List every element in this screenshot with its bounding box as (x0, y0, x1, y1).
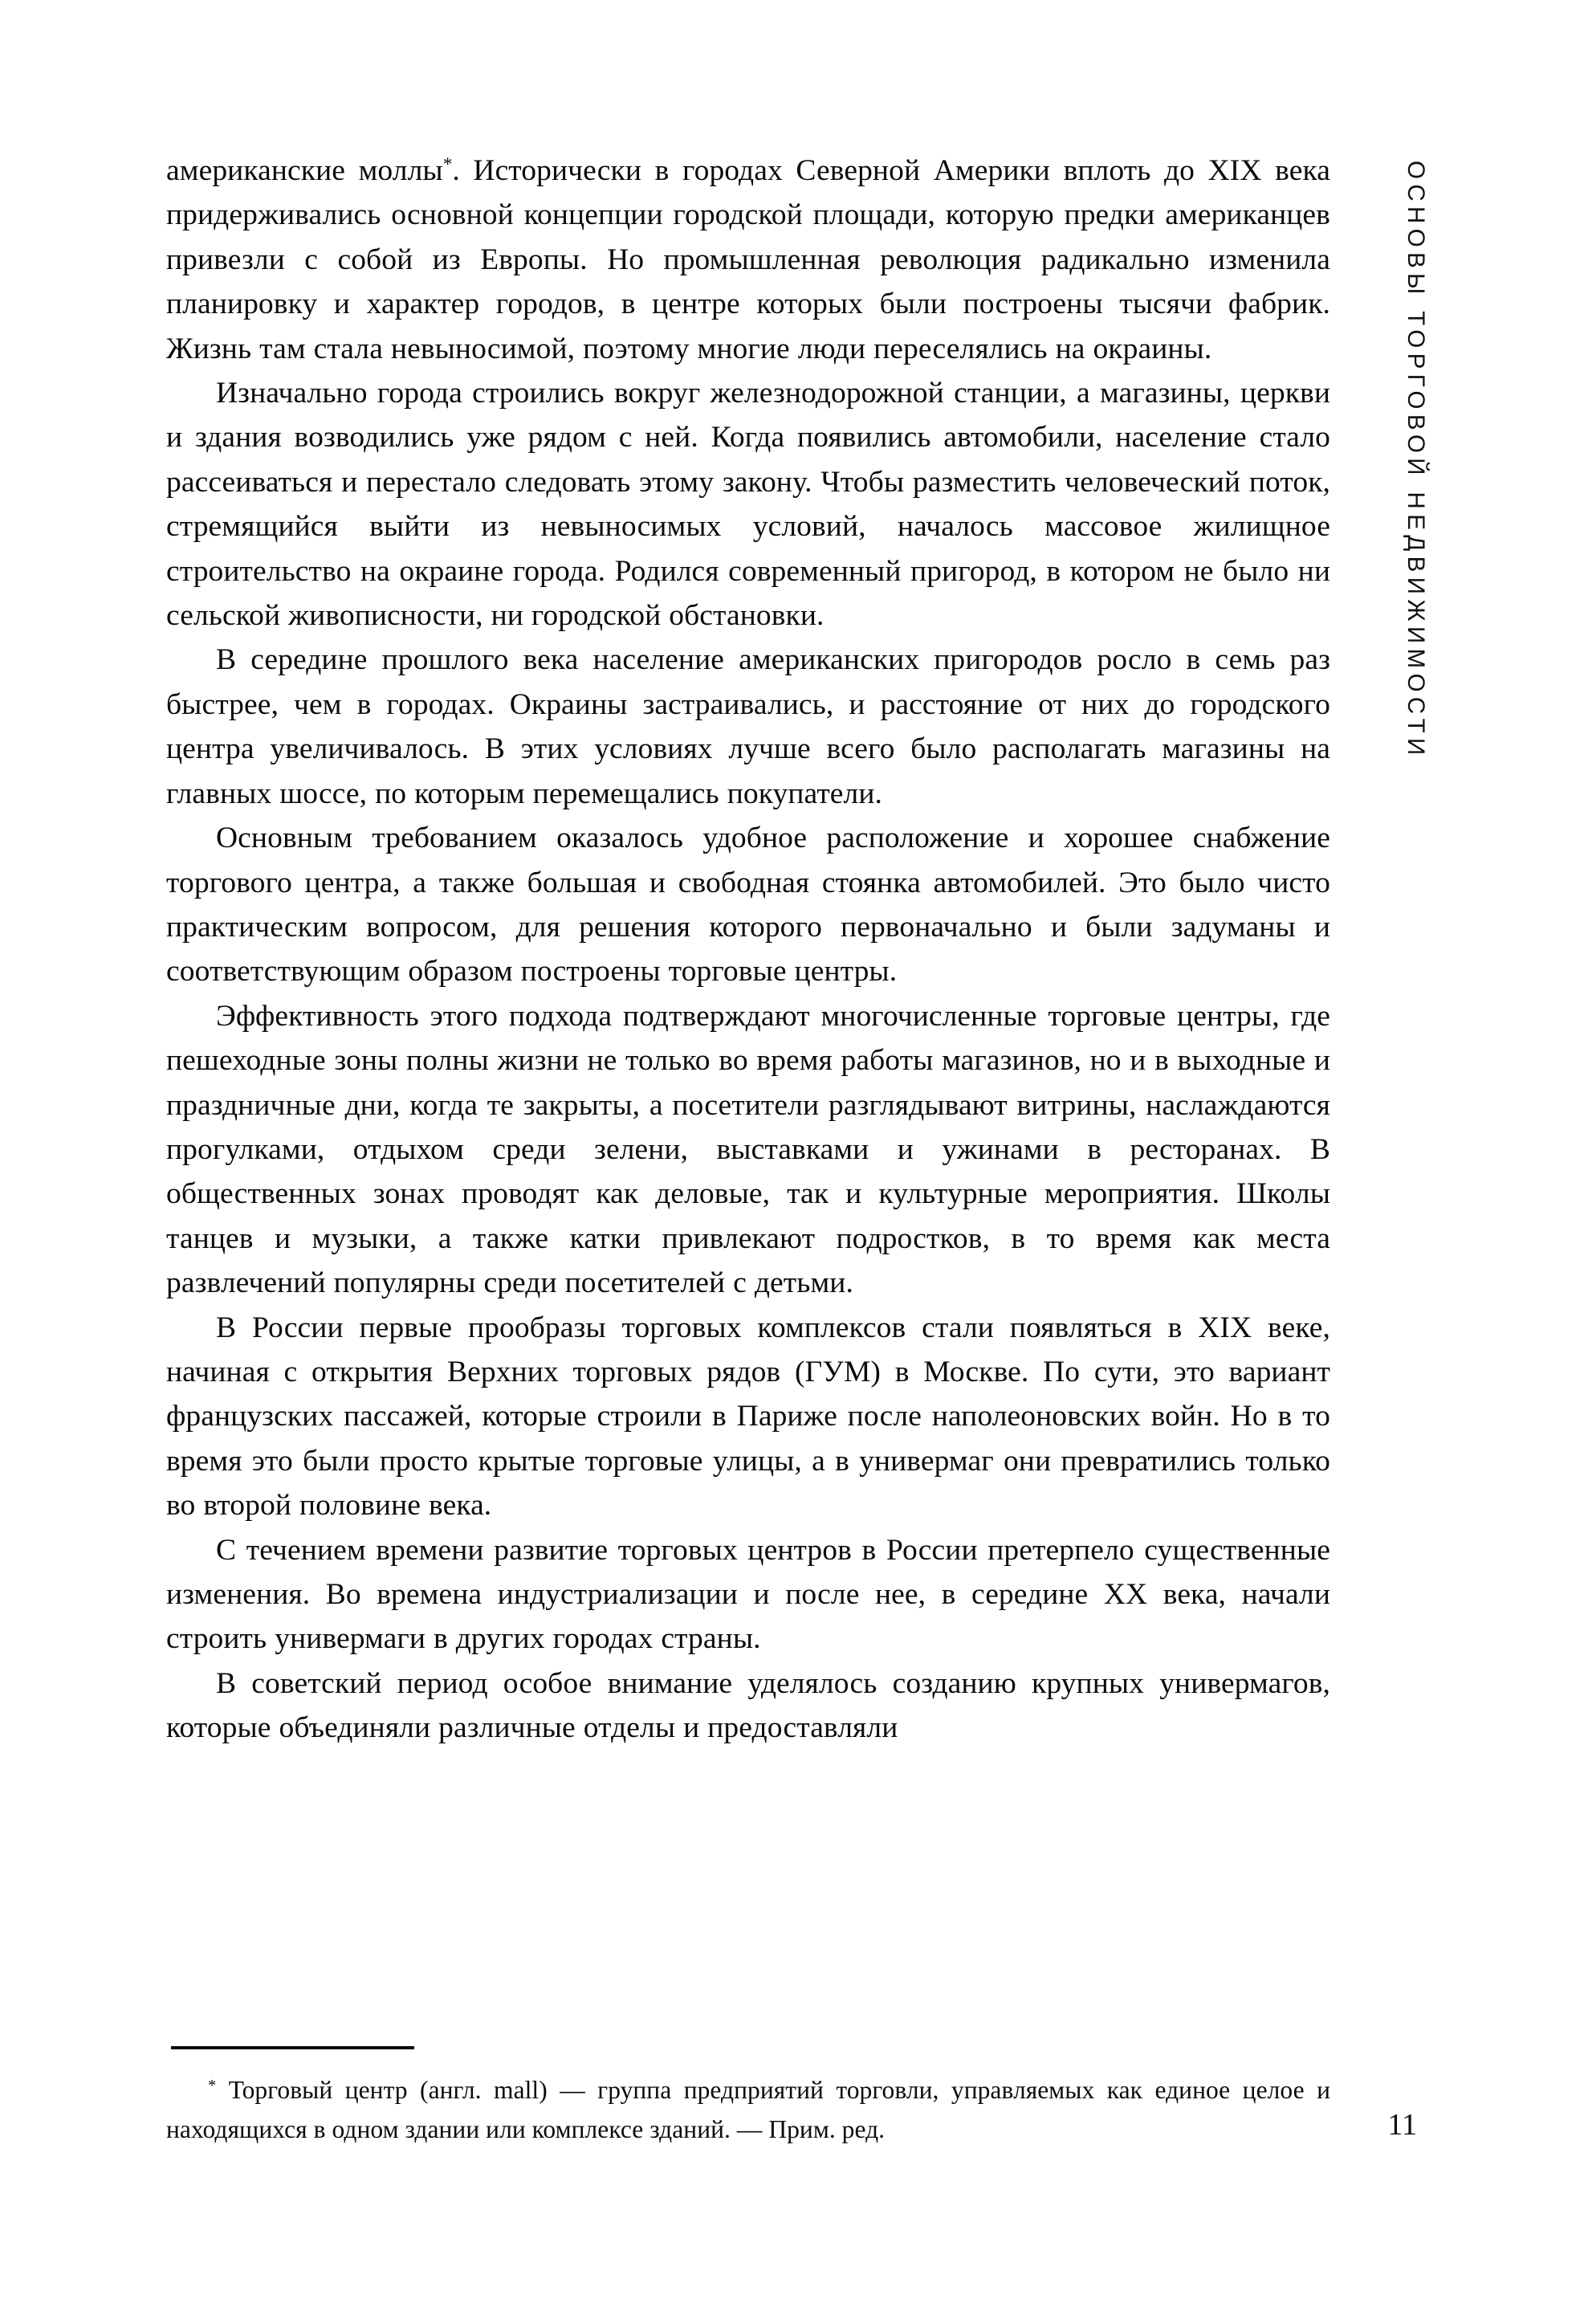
footnote-text (166, 2070, 1330, 2149)
footnote-body: Торговый центр (англ. mall) — группа предприятий торговли, управляемых как единое целое и находящихся в одном здании или комплексе зданий. — Прим. ред. (166, 2076, 1330, 2143)
page-number: 11 (1387, 2108, 1417, 2142)
paragraph-1-text-a: американские моллы (166, 154, 443, 187)
paragraph-7: С течением времени развитие торговых центров в России претерпело существенные изменения. Во времена индустриализации и после нее, в середине XX века, начали строить универмаги в других городах страны. (166, 1533, 1330, 1656)
paragraph-4: Основным требованием оказалось удобное расположение и хорошее снабжение торгового центра, а также большая и свободная стоянка автомобилей. Это было чисто практическим вопросом, для решения которого первоначально и были задуманы и соответствующим образом построены торговые центры. (166, 822, 1330, 989)
paragraph-3: В середине прошлого века население американских пригородов росло в семь раз быстрее, чем в городах. Окраины застраивались, и расстояние от них до городского центра увеличивалось. В этих условиях лучше всего было располагать магазины на главных шоссе, по которым перемещались покупатели. (166, 643, 1330, 810)
paragraph-5: Эффективность этого подхода подтверждают многочисленные торговые центры, где пешеходные зоны полны жизни не только во время работы магазинов, но и в выходные и праздничные дни, когда те закрыты, а посетители разглядывают витрины, наслаждаются прогулками, отдыхом среди зелени, выставками и ужинами в ресторанах. В общественных зонах проводят как деловые, так и культурные мероприятия. Школы танцев и музыки, а также катки привлекают подростков, в то время как места развлечений популярны среди посетителей с детьми. (166, 999, 1330, 1300)
footnote-mark: * (208, 2076, 217, 2094)
footnote-block (166, 2046, 1330, 2149)
paragraph-1 (166, 149, 1330, 371)
main-text-column (166, 149, 1330, 1751)
paragraph-8: В советский период особое внимание уделялось созданию крупных универмагов, которые объединяли различные отделы и предоставляли (166, 1666, 1330, 1745)
footnote-separator-rule (171, 2046, 414, 2049)
paragraph-6: В России первые прообразы торговых комплексов стали появляться в XIX веке, начиная с открытия Верхних торговых рядов (ГУМ) в Москве. По сути, это вариант французских пассажей, которые строили в Париже после наполеоновских войн. Но в то время это были просто крытые торговые улицы, а в универмаг они превратились только во второй половине века. (166, 1311, 1330, 1523)
running-head-text: ОСНОВЫ ТОРГОВОЙ НЕДВИЖИМОСТИ (1403, 161, 1429, 760)
footnote-reference-mark[interactable]: * (442, 153, 453, 175)
paragraph-2: Изначально города строились вокруг железнодорожной станции, а магазины, церкви и здания возводились уже рядом с ней. Когда появились автомобили, население стало рассеиваться и перестало следовать этому закону. Чтобы разместить человеческий поток, стремящийся выйти из невыносимых условий, началось массовое жилищное строительство на окраине города. Родился современный пригород, в котором не было ни сельской живописности, ни городской обстановки. (166, 377, 1330, 633)
paragraph-1-text-b: . Исторически в городах Северной Америки вплоть до XIX века придерживались основной концепции городской площади, которую предки американцев привезли с собой из Европы. Но промышленная революция радикально изменила планировку и характер городов, в центре которых были построены тысячи фабрик. Жизнь там стала невыносимой, поэтому многие люди переселялись на окраины. (166, 154, 1330, 365)
running-head (1392, 161, 1440, 883)
